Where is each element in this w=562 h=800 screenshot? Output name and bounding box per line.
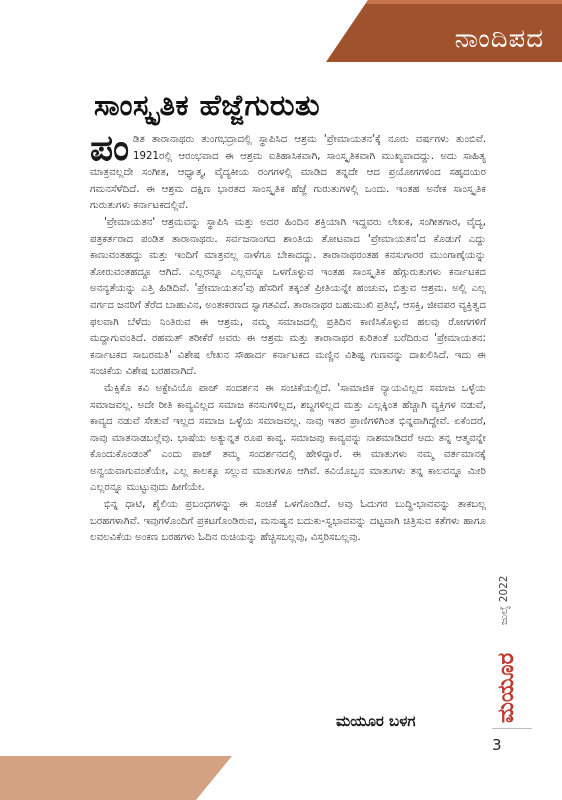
paragraph-4: ಭಿನ್ನ ಧಾಟಿ, ಶೈಲಿಯ ಪ್ರಬಂಧಗಳನ್ನು ಈ ಸಂಚಿಕೆ ಒಳಗೊಂಡಿದೆ. ಅವು ಓದುಗರ ಬುದ್ಧಿ-ಭಾವವನ್ನು ತಾಕಬಲ್ಲ ಬರಹಗಳಾಗಿವೆ. ಇವುಗಳೊಂದಿಗೆ ಪ್ರಕಟಗೊಂಡಿರುವ, ಮನುಷ್ಯನ ಬದುಕು-ಸ್ವಭಾವವನ್ನು ದಟ್ಟವಾಗಿ ಚಿತ್ರಿಸುವ ಕತೆಗಳು ಹಾಗೂ ಲವಲವಿಕೆಯ ಅಂಕಣ ಬರಹಗಳು ಓದಿನ ರುಚಿಯನ್ನು ಹೆಚ್ಚಿಸಬಲ್ಲವು, ವಿಸ್ತರಿಸಬಲ್ಲವು. (90, 499, 486, 544)
section-label: ನಾಂದಿಪದ (454, 24, 544, 54)
paragraph-3: ಮೆಕ್ಸಿಕೊ ಕವಿ ಅಕ್ಟೇವಿಯೊ ಪಾಜ್ ಸಂದರ್ಶನ ಈ ಸಂಚಿಕೆಯಲ್ಲಿದೆ. 'ಸಾಮಾಜಿಕ ನ್ಯಾಯವಿಲ್ಲದ ಸಮಾಜ ಒಳ್ಳೆಯ ಸಮಾಜವಲ್ಲ. ಅದೇ ರೀತಿ ಕಾವ್ಯವಿಲ್ಲದ ಸಮಾಜ ಕನಸುಗಳಿಲ್ಲದ, ಶಬ್ದಗಳಿಲ್ಲದ ಮತ್ತು ಎಲ್ಲಕ್ಕಿಂತ ಹೆಚ್ಚಾಗಿ ವ್ಯಕ್ತಿಗಳ ನಡುವೆ, ಕಾವ್ಯದ ನಡುವೆ ಸೇತುವೆ ಇಲ್ಲದ ಸಮಾಜ ಒಳ್ಳೆಯ ಸಮಾಜವಲ್ಲ. ನಾವು ಇತರ ಪ್ರಾಣಿಗಳಿಗಿಂತ ಭಿನ್ನವಾಗಿದ್ದೇವೆ. ಏಕೆಂದರೆ, ನಾವು ಮಾತನಾಡಬಲ್ಲೆವು. ಭಾಷೆಯ ಅತ್ಯುನ್ನತ ರೂಪ ಕಾವ್ಯ. ಸಮಾಜವು ಕಾವ್ಯವನ್ನು ನಾಶಮಾಡಿದರೆ ಅದು ತನ್ನ ಆತ್ಮವನ್ನೇ ಕೊಂದುಕೊಂಡಂತೆ' ಎಂದು ಪಾಜ್ ತಮ್ಮ ಸಂದರ್ಶನದಲ್ಲಿ ಹೇಳಿದ್ದಾರೆ. ಈ ಮಾತುಗಳು ನಮ್ಮ ವರ್ತಮಾನಕ್ಕೆ ಅನ್ವಯವಾಗುವಂತೆಯೇ, ಎಲ್ಲ ಕಾಲಕ್ಕೂ ಸಲ್ಲುವ ಮಾತುಗಳೂ ಆಗಿವೆ. ಕವಿಯೊಬ್ಬನ ಮಾತುಗಳು ತನ್ನ ಕಾಲವನ್ನೂ ಮೀರಿ ಎಲ್ಲರನ್ನೂ ಮುಟ್ಟುವುದು ಹೀಗೆಯೇ. (90, 382, 486, 494)
drop-cap: ಪಂ (90, 128, 130, 169)
paragraph-1-text: ಡಿತ ತಾರಾನಾಥರು ತುಂಗಭದ್ರಾದಲ್ಲಿ ಸ್ಥಾಪಿಸಿದ ಆಶ್ರಮ 'ಪ್ರೇಮಾಯತನ'ಕ್ಕೆ ನೂರು ವರ್ಷಗಳು ತುಂಬಿವೆ. 1921ರಲ್ಲಿ ಆರಂಭವಾದ ಈ ಆಶ್ರಮ ಐತಿಹಾಸಿಕವಾಗಿ, ಸಾಂಸ್ಕೃತಿಕವಾಗಿ ಮುಖ್ಯವಾದದ್ದು. ಅದು ಸಾಹಿತ್ಯ ಮಾತ್ರವಲ್ಲದೇ ಸಂಗೀತ, ಆಧ್ಯಾತ್ಮ, ವೈದ್ಯಕೀಯ ರಂಗಗಳಲ್ಲಿ ಮಾಡಿದ ತನ್ನದೇ ಆದ ಪ್ರಯೋಗಗಳಿಂದ ಸಹೃದಯರ ಗಮನಸೆಳೆದಿದೆ. ಈ ಆಶ್ರಮ ದಕ್ಷಿಣ ಭಾರತದ ಸಾಂಸ್ಕೃತಿಕ ಹೆಜ್ಜೆ ಗುರುತುಗಳಲ್ಲಿ ಒಂದು. ಇಂತಹ ಅನೇಕ ಸಾಂಸ್ಕೃತಿಕ ಗುರುತುಗಳು ಕರ್ನಾಟಕದಲ್ಲಿವೆ. (90, 134, 486, 212)
page-number: 3 (492, 736, 502, 754)
page-number-divider (492, 728, 532, 729)
issue-date: ಜುಲೈ 2022 (498, 575, 510, 625)
paragraph-2: 'ಪ್ರೇಮಾಯತನ' ಆಶ್ರಮವನ್ನು ಸ್ಥಾಪಿಸಿ ಮತ್ತು ಅದರ ಹಿಂದಿನ ಶಕ್ತಿಯಾಗಿ ಇದ್ದವರು ಲೇಖಕ, ಸಂಗೀತಗಾರ, ವೈದ್ಯ, ಪತ್ರಕರ್ತರಾದ ಪಂಡಿತ ತಾರಾನಾಥರು. ಸರ್ವಜನಾಂಗದ ಶಾಂತಿಯ ತೋಟವಾದ 'ಪ್ರೇಮಾಯತನ'ದ ಕೊಡುಗೆ ಎದ್ದು ಕಾಣುವಂತಹದ್ದು ಮತ್ತು ಇಂದಿಗೆ ಮಾತ್ರವಲ್ಲ ನಾಳೆಗೂ ಬೇಕಾದದ್ದು. ತಾರಾನಾಥರಂತಹ ಕನಸುಗಾರರ ಮುಂಗಾಣ್ಕೆಯನ್ನು ತೋರುವಂತಹದ್ದೂ ಆಗಿದೆ. ಎಲ್ಲರನ್ನೂ ಎಲ್ಲವನ್ನೂ ಒಳಗೊಳ್ಳುವ ಇಂತಹ ಸಾಂಸ್ಕೃತಿಕ ಹೆಗ್ಗುರುತುಗಳು ಕರ್ನಾಟಕದ ಅನನ್ಯತೆಯನ್ನು ಎತ್ತಿ ಹಿಡಿದಿವೆ. 'ಪ್ರೇಮಾಯತನ'ವು ಹೆಸರಿಗೆ ತಕ್ಕಂತೆ ಪ್ರೀತಿಯನ್ನೇ ಹಂಚುವ, ಬಿತ್ತುವ ಆಶ್ರಮ. ಅಲ್ಲಿ ಎಲ್ಲ ವರ್ಗದ ಜನರಿಗೆ ತೆರೆದ ಬಾಹುವಿನ, ಅಂತಃಕರಣದ ಸ್ವಾಗತವಿದೆ. ತಾರಾನಾಥರ ಬಹುಮುಖಿ ಪ್ರತಿಭೆ, ಆಸಕ್ತಿ, ಜೀವಪರ ವ್ಯಕ್ತಿತ್ವದ ಫಲವಾಗಿ ಬೆಳೆದು ನಿಂತಿರುವ ಈ ಆಶ್ರಮ, ನಮ್ಮ ಸಮಾಜದಲ್ಲಿ ಪ್ರತಿದಿನ ಕಾಣಿಸಿಕೊಳ್ಳುವ ಹಲವು ರೋಗಗಳಿಗೆ ಮದ್ದಾಗುವಂತಿದೆ. ರಹಮತ್ ತರೀಕೆರೆ ಅವರು ಈ ಆಶ್ರಮ ಮತ್ತು ತಾರಾನಾಥರ ಕುರಿತಂತೆ ಬರೆದಿರುವ 'ಪ್ರೇಮಾಯತನ: ಕರ್ನಾಟಕದ ಸಾಬರಮತಿ' ವಿಶೇಷ ಲೇಖನ ಸೌಹಾರ್ದ ಕರ್ನಾಟಕದ ಮಣ್ಣಿನ ವಿಶಿಷ್ಟ ಗುಣವನ್ನು ದಾಖಲಿಸಿದೆ. ಇದು ಈ ಸಂಚಿಕೆಯ ವಿಶೇಷ ಬರಹವಾಗಿದೆ. (90, 216, 486, 378)
signature: ಮಯೂರ ಬಳಗ (336, 712, 416, 730)
footer-decoration (0, 756, 232, 800)
article-body (90, 128, 486, 547)
paragraph-1 (90, 128, 486, 215)
article-title: ಸಾಂಸ್ಕೃತಿಕ ಹೆಜ್ಜೆಗುರುತು (94, 88, 321, 122)
magazine-name: ಮಯೂರ (494, 652, 519, 724)
